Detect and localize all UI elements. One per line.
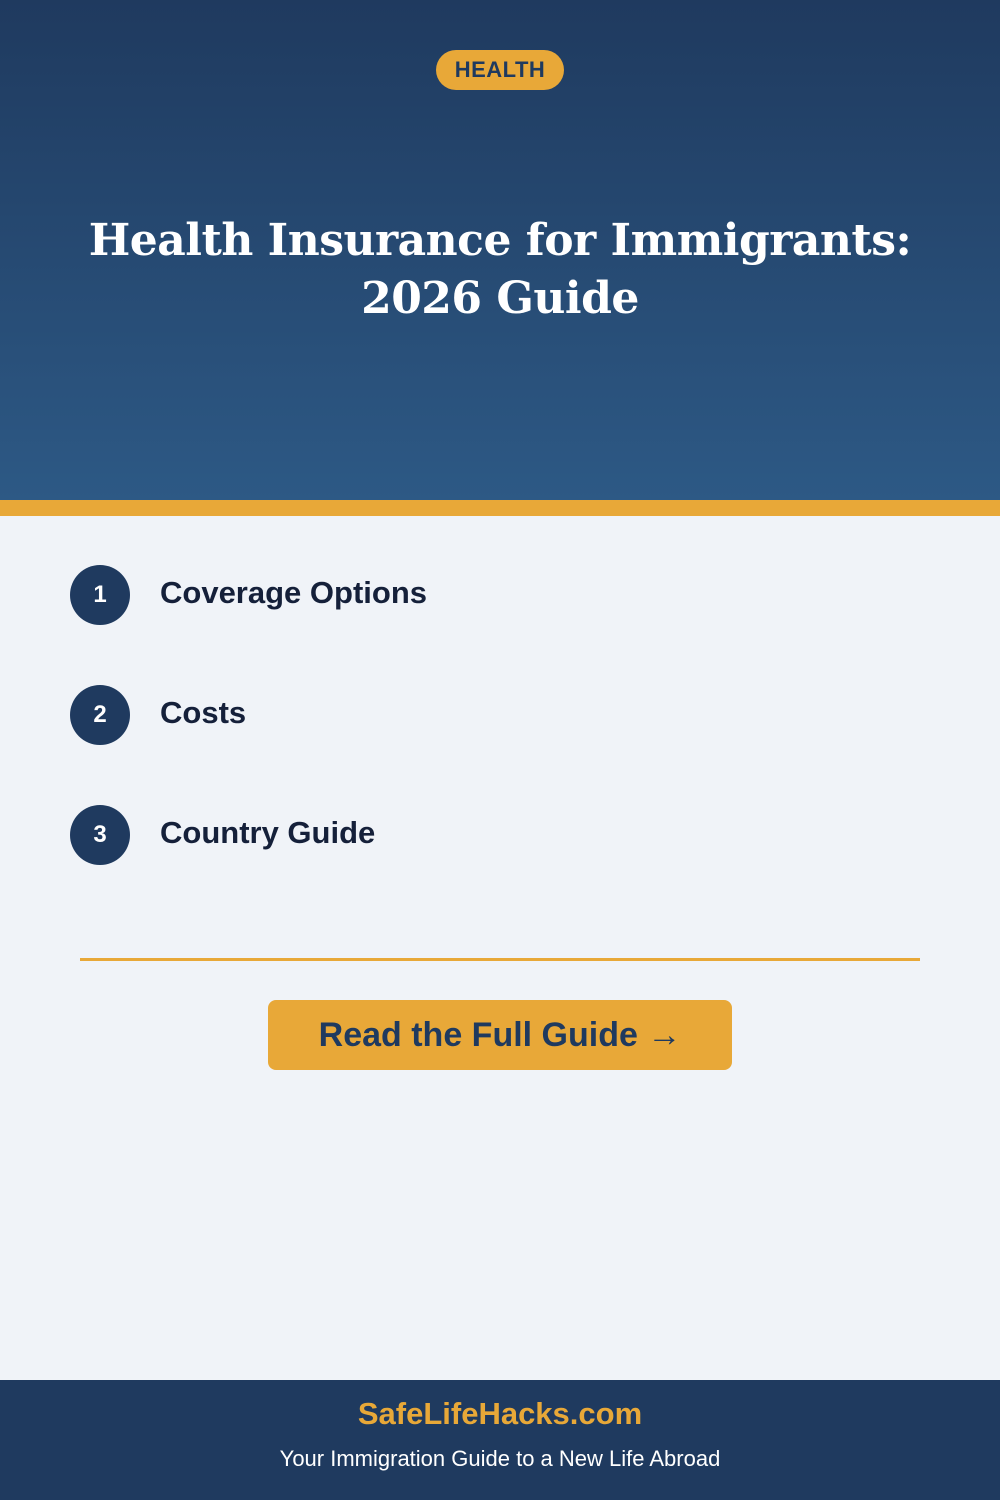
accent-divider-bar: [0, 500, 1000, 516]
section-divider: [80, 958, 920, 961]
toc-number-badge: 1: [70, 565, 130, 625]
footer: [0, 1380, 1000, 1500]
toc-item-country-guide: [70, 805, 930, 865]
toc-number-badge: 3: [70, 805, 130, 865]
toc-item-label: Coverage Options: [160, 575, 427, 610]
toc-item-coverage-options: [70, 565, 930, 625]
footer-tagline: Your Immigration Guide to a New Life Abroad: [279, 1446, 721, 1471]
toc-item-costs: [70, 685, 930, 745]
footer-brand: SafeLifeHacks.com: [357, 1396, 643, 1431]
toc-item-label: Costs: [160, 695, 247, 730]
page-title: Health Insurance for Immigrants: 2026 Guide: [88, 215, 912, 324]
category-badge: HEALTH: [436, 50, 564, 90]
toc-item-label: Country Guide: [160, 815, 376, 850]
read-full-guide-button[interactable]: Read the Full Guide →: [268, 1000, 732, 1070]
toc-number-badge: 2: [70, 685, 130, 745]
hero-section: [0, 0, 1000, 500]
